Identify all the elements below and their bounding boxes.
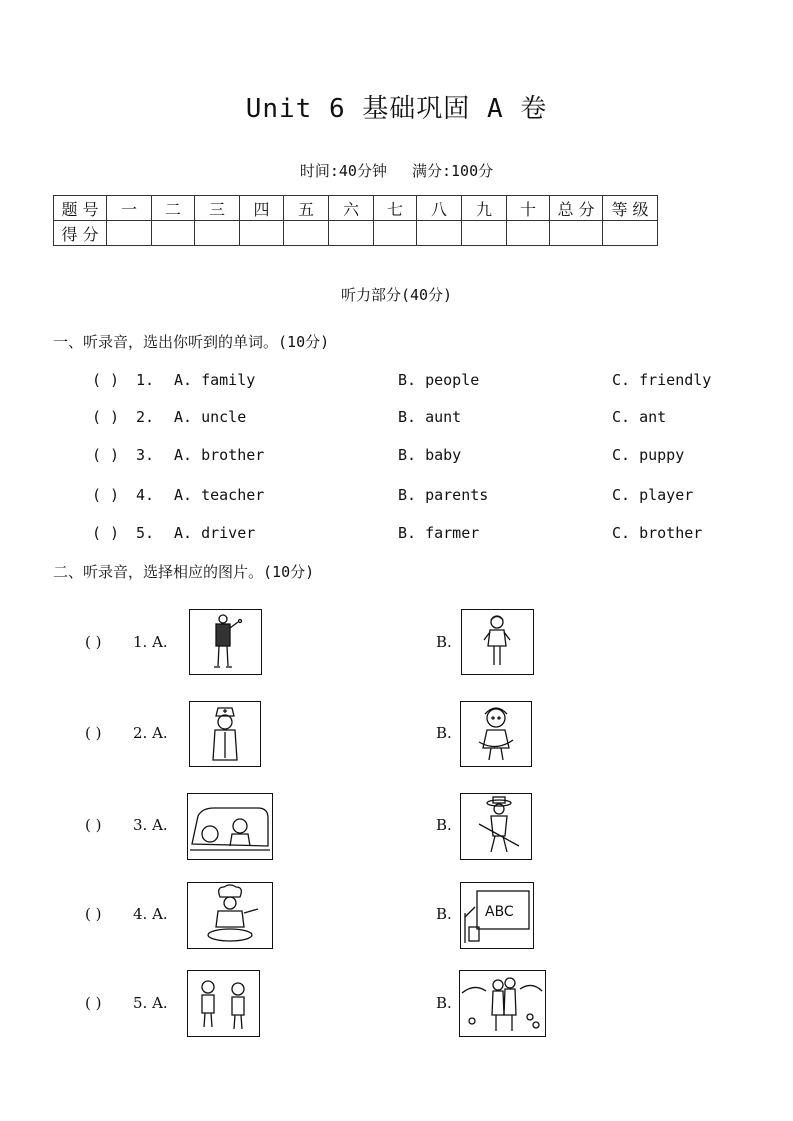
option-a: A. brother (174, 446, 265, 464)
item-number: 5. A. (133, 994, 168, 1012)
score-cell[interactable] (284, 221, 329, 246)
score-cell[interactable] (329, 221, 374, 246)
answer-blank[interactable]: ( ) (92, 371, 120, 389)
option-b: B. baby (398, 446, 462, 464)
man-standing-icon[interactable] (189, 609, 262, 675)
answer-blank[interactable]: ( ) (85, 994, 102, 1012)
score-table (53, 195, 658, 246)
option-c: C. brother (612, 524, 703, 542)
score-cell[interactable] (152, 221, 195, 246)
score-table-score-row (54, 221, 658, 246)
col-5: 五 (284, 196, 329, 221)
option-b: B. aunt (398, 408, 462, 426)
two-boys-icon[interactable] (187, 970, 260, 1037)
col-4: 四 (240, 196, 284, 221)
col-6: 六 (329, 196, 374, 221)
score-cell[interactable] (507, 221, 550, 246)
item-number: 3. A. (133, 816, 168, 834)
answer-blank[interactable]: ( ) (92, 408, 120, 426)
option-a: A. family (174, 371, 256, 389)
score-table-header-row (54, 196, 658, 221)
score-cell[interactable] (374, 221, 417, 246)
part1-item (92, 524, 772, 546)
col-grade: 等 级 (603, 196, 658, 221)
score-cell[interactable] (107, 221, 152, 246)
answer-blank[interactable]: ( ) (92, 486, 120, 504)
col-total: 总 分 (550, 196, 603, 221)
option-b: B. farmer (398, 524, 480, 542)
option-b-label: B. (436, 724, 452, 742)
item-number: 2. (136, 408, 155, 426)
car-driver-icon[interactable] (187, 793, 273, 860)
svg-text:ABC: ABC (485, 904, 514, 920)
option-a: A. driver (174, 524, 256, 542)
col-7: 七 (374, 196, 417, 221)
option-a: A. uncle (174, 408, 247, 426)
part1-item (92, 408, 772, 430)
farmer-icon[interactable] (460, 793, 532, 860)
exam-meta (0, 160, 793, 181)
row-label: 得 分 (54, 221, 107, 246)
item-number: 1. A. (133, 633, 168, 651)
part1-item (92, 446, 772, 468)
cook-icon[interactable] (187, 882, 273, 949)
score-cell[interactable] (550, 221, 603, 246)
part1-heading: 一、听录音，选出你听到的单词。(10分) (53, 333, 330, 351)
full-score: 满分:100分 (412, 162, 494, 180)
score-cell[interactable] (462, 221, 507, 246)
part2-heading: 二、听录音，选择相应的图片。(10分) (53, 563, 315, 581)
option-c: C. puppy (612, 446, 685, 464)
item-number: 1. (136, 371, 155, 389)
part1-item (92, 486, 772, 508)
page-title: Unit 6 基础巩固 A 卷 (245, 94, 548, 124)
teacher-board-icon[interactable] (460, 882, 534, 949)
answer-blank[interactable]: ( ) (85, 633, 102, 651)
answer-blank[interactable]: ( ) (92, 446, 120, 464)
col-9: 九 (462, 196, 507, 221)
col-8: 八 (417, 196, 462, 221)
time-limit: 时间:40分钟 (299, 162, 387, 180)
item-number: 4. (136, 486, 155, 504)
item-number: 4. A. (133, 905, 168, 923)
option-b-label: B. (436, 816, 452, 834)
nurse-icon[interactable] (189, 701, 261, 767)
score-cell[interactable] (195, 221, 240, 246)
option-b-label: B. (436, 994, 452, 1012)
item-number: 3. (136, 446, 155, 464)
option-c: C. ant (612, 408, 667, 426)
answer-blank[interactable]: ( ) (85, 905, 102, 923)
header-label: 题 号 (54, 196, 107, 221)
col-10: 十 (507, 196, 550, 221)
option-b-label: B. (436, 633, 452, 651)
option-b: B. parents (398, 486, 489, 504)
col-2: 二 (152, 196, 195, 221)
option-a: A. teacher (174, 486, 265, 504)
option-b: B. people (398, 371, 480, 389)
dancing-girl-icon[interactable] (460, 701, 532, 767)
score-cell[interactable] (417, 221, 462, 246)
listening-section-title: 听力部分(40分) (340, 286, 453, 304)
item-number: 2. A. (133, 724, 168, 742)
part1-item (92, 371, 772, 393)
option-c: C. player (612, 486, 694, 504)
option-c: C. friendly (612, 371, 712, 389)
score-cell[interactable] (240, 221, 284, 246)
answer-blank[interactable]: ( ) (85, 816, 102, 834)
answer-blank[interactable]: ( ) (85, 724, 102, 742)
option-b-label: B. (436, 905, 452, 923)
col-1: 一 (107, 196, 152, 221)
item-number: 5. (136, 524, 155, 542)
col-3: 三 (195, 196, 240, 221)
girl-standing-icon[interactable] (461, 609, 534, 675)
family-walk-icon[interactable] (459, 970, 546, 1037)
answer-blank[interactable]: ( ) (92, 524, 120, 542)
score-cell[interactable] (603, 221, 658, 246)
